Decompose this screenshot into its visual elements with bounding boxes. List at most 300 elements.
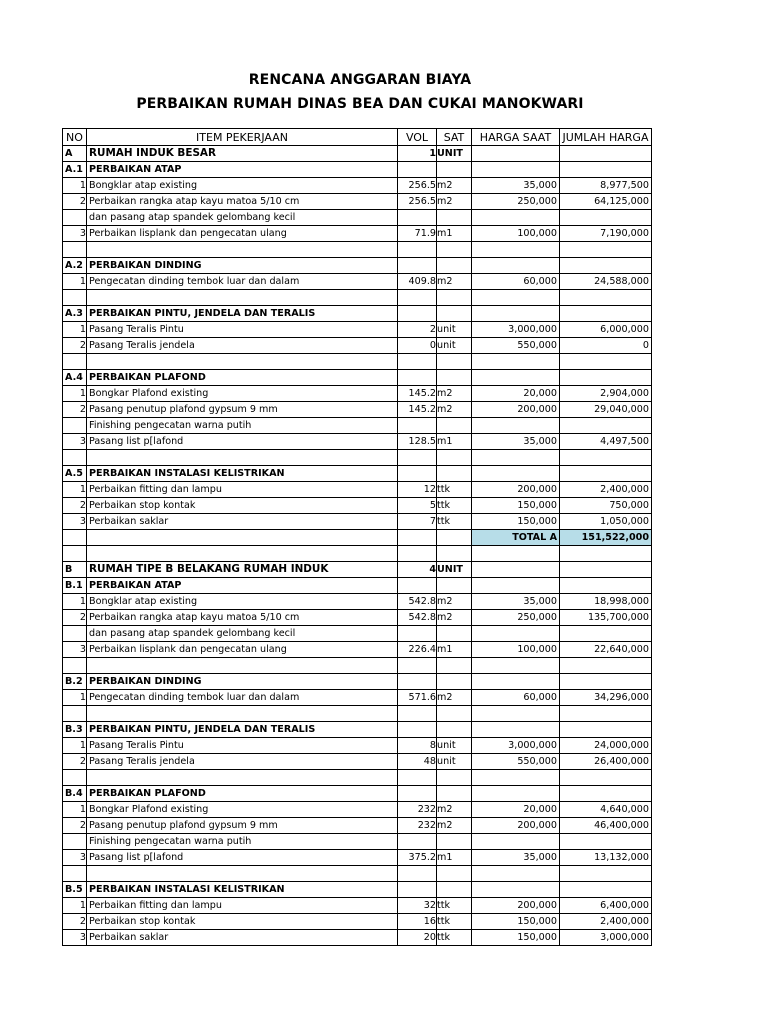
- cell-vol: [398, 786, 437, 802]
- cell-jumlah: [560, 786, 652, 802]
- cell-no: 1: [63, 386, 87, 402]
- total-row: [63, 530, 652, 546]
- cell-jumlah: 2,400,000: [560, 482, 652, 498]
- cell-item: PERBAIKAN PLAFOND: [87, 786, 398, 802]
- cell-sat: [437, 242, 472, 258]
- cell-sat: [437, 530, 472, 546]
- cell-harga: 35,000: [472, 178, 560, 194]
- cell-sat: [437, 466, 472, 482]
- cell-vol: [398, 290, 437, 306]
- cell-sat: m1: [437, 642, 472, 658]
- cell-item: PERBAIKAN DINDING: [87, 674, 398, 690]
- cell-no: B.4: [63, 786, 87, 802]
- cell-jumlah: [560, 722, 652, 738]
- cell-harga: [472, 146, 560, 162]
- blank-row: [63, 770, 652, 786]
- cell-no: B: [63, 562, 87, 578]
- cell-sat: [437, 210, 472, 226]
- cell-jumlah: [560, 370, 652, 386]
- cell-no: 1: [63, 178, 87, 194]
- cell-harga: [472, 706, 560, 722]
- cell-item: Pasang Teralis jendela: [87, 754, 398, 770]
- cell-vol: 32: [398, 898, 437, 914]
- cell-sat: [437, 306, 472, 322]
- cell-harga: [472, 306, 560, 322]
- table-row: [63, 930, 652, 946]
- cell-no: [63, 834, 87, 850]
- document-title: RENCANA ANGGARAN BIAYA: [248, 72, 472, 88]
- cell-harga: 20,000: [472, 386, 560, 402]
- cell-jumlah: 0: [560, 338, 652, 354]
- header-vol: VOL: [398, 129, 437, 146]
- cell-sat: ttk: [437, 482, 472, 498]
- cell-no: 3: [63, 850, 87, 866]
- cell-item: Perbaikan saklar: [87, 930, 398, 946]
- cell-item: PERBAIKAN INSTALASI KELISTRIKAN: [87, 882, 398, 898]
- cell-jumlah: 46,400,000: [560, 818, 652, 834]
- table-row: [63, 194, 652, 210]
- cell-vol: 542.8: [398, 594, 437, 610]
- cell-no: 1: [63, 738, 87, 754]
- cell-no: [63, 290, 87, 306]
- cell-harga: [472, 722, 560, 738]
- cell-jumlah: [560, 418, 652, 434]
- blank-row: [63, 354, 652, 370]
- table-row: [63, 642, 652, 658]
- blank-row: [63, 658, 652, 674]
- cell-jumlah: [560, 242, 652, 258]
- cell-jumlah: [560, 162, 652, 178]
- cell-no: [63, 418, 87, 434]
- header-no: NO: [63, 129, 87, 146]
- cell-jumlah: [560, 562, 652, 578]
- cell-no: A.5: [63, 466, 87, 482]
- cell-vol: [398, 706, 437, 722]
- cell-vol: 7: [398, 514, 437, 530]
- table-row: [63, 738, 652, 754]
- cell-jumlah: [560, 626, 652, 642]
- cell-harga: [472, 834, 560, 850]
- cell-item: Finishing pengecatan warna putih: [87, 418, 398, 434]
- table-row: [63, 914, 652, 930]
- cell-harga: 150,000: [472, 914, 560, 930]
- cell-sat: [437, 786, 472, 802]
- cell-vol: [398, 578, 437, 594]
- cell-sat: [437, 162, 472, 178]
- header-jumlah: JUMLAH HARGA: [560, 129, 652, 146]
- cell-item: [87, 706, 398, 722]
- cell-jumlah: [560, 210, 652, 226]
- table-row: [63, 258, 652, 274]
- table-row: [63, 146, 652, 162]
- cell-harga: [472, 242, 560, 258]
- cell-jumlah: 7,190,000: [560, 226, 652, 242]
- cell-vol: 409.8: [398, 274, 437, 290]
- cell-no: 2: [63, 338, 87, 354]
- cell-no: A.2: [63, 258, 87, 274]
- cell-no: B.5: [63, 882, 87, 898]
- cell-item: Bongkar Plafond existing: [87, 802, 398, 818]
- cell-vol: 571.6: [398, 690, 437, 706]
- table-row: [63, 162, 652, 178]
- blank-row: [63, 866, 652, 882]
- cell-jumlah: [560, 674, 652, 690]
- cell-harga: 100,000: [472, 642, 560, 658]
- cell-harga: 550,000: [472, 754, 560, 770]
- cell-no: 2: [63, 914, 87, 930]
- cell-jumlah: [560, 146, 652, 162]
- cell-sat: m2: [437, 690, 472, 706]
- cell-jumlah: 2,400,000: [560, 914, 652, 930]
- header-sat: SAT: [437, 129, 472, 146]
- cell-sat: [437, 834, 472, 850]
- cell-vol: 145.2: [398, 386, 437, 402]
- cell-item: Bongklar atap existing: [87, 594, 398, 610]
- cell-sat: m2: [437, 802, 472, 818]
- cell-item: Finishing pengecatan warna putih: [87, 834, 398, 850]
- cell-no: 3: [63, 434, 87, 450]
- cell-no: [63, 770, 87, 786]
- cell-item: Pengecatan dinding tembok luar dan dalam: [87, 274, 398, 290]
- cell-no: 2: [63, 610, 87, 626]
- cell-sat: [437, 258, 472, 274]
- table-row: [63, 210, 652, 226]
- cell-vol: [398, 770, 437, 786]
- cell-sat: [437, 626, 472, 642]
- cell-sat: [437, 706, 472, 722]
- cell-sat: [437, 354, 472, 370]
- cell-jumlah: 6,400,000: [560, 898, 652, 914]
- cell-no: A.3: [63, 306, 87, 322]
- cell-no: 1: [63, 274, 87, 290]
- cell-no: 1: [63, 594, 87, 610]
- table-row: [63, 850, 652, 866]
- cell-harga: 200,000: [472, 818, 560, 834]
- table-row: [63, 338, 652, 354]
- cell-no: 3: [63, 514, 87, 530]
- cell-sat: m1: [437, 226, 472, 242]
- cell-vol: 12: [398, 482, 437, 498]
- cell-no: 3: [63, 930, 87, 946]
- cell-no: 2: [63, 754, 87, 770]
- cell-vol: 256.5: [398, 194, 437, 210]
- cell-harga: [472, 562, 560, 578]
- cell-item: Pasang list p[lafond: [87, 434, 398, 450]
- cell-sat: ttk: [437, 514, 472, 530]
- cell-no: 1: [63, 482, 87, 498]
- cell-item: Perbaikan lisplank dan pengecatan ulang: [87, 226, 398, 242]
- cell-no: A.4: [63, 370, 87, 386]
- cell-sat: m2: [437, 610, 472, 626]
- cell-harga: 60,000: [472, 274, 560, 290]
- cell-vol: [398, 418, 437, 434]
- table-row: [63, 274, 652, 290]
- cell-jumlah: [560, 258, 652, 274]
- cell-no: 1: [63, 802, 87, 818]
- cell-sat: [437, 450, 472, 466]
- table-row: [63, 754, 652, 770]
- cell-harga: [472, 658, 560, 674]
- cell-jumlah: 4,640,000: [560, 802, 652, 818]
- header-harga: HARGA SAAT: [472, 129, 560, 146]
- table-row: [63, 434, 652, 450]
- cell-item: PERBAIKAN ATAP: [87, 578, 398, 594]
- cell-sat: [437, 578, 472, 594]
- cell-vol: [398, 530, 437, 546]
- cell-harga: 100,000: [472, 226, 560, 242]
- cell-sat: m2: [437, 274, 472, 290]
- cell-no: [63, 354, 87, 370]
- cell-harga: [472, 418, 560, 434]
- cell-item: Pasang penutup plafond gypsum 9 mm: [87, 818, 398, 834]
- cell-jumlah: 4,497,500: [560, 434, 652, 450]
- cell-jumlah: [560, 658, 652, 674]
- cell-item: RUMAH TIPE B BELAKANG RUMAH INDUK: [87, 562, 398, 578]
- cell-no: A: [63, 146, 87, 162]
- cell-jumlah: 29,040,000: [560, 402, 652, 418]
- cell-harga: [472, 882, 560, 898]
- cell-sat: m2: [437, 386, 472, 402]
- table-row: [63, 402, 652, 418]
- cell-item: [87, 242, 398, 258]
- cell-jumlah: 151,522,000: [560, 530, 652, 546]
- cell-item: Bongklar atap existing: [87, 178, 398, 194]
- cell-item: PERBAIKAN INSTALASI KELISTRIKAN: [87, 466, 398, 482]
- cell-sat: UNIT: [437, 562, 472, 578]
- cell-sat: m2: [437, 402, 472, 418]
- cell-sat: UNIT: [437, 146, 472, 162]
- table-row: [63, 610, 652, 626]
- header-row: [63, 129, 652, 146]
- blank-row: [63, 242, 652, 258]
- cell-jumlah: 13,132,000: [560, 850, 652, 866]
- cell-vol: 128.5: [398, 434, 437, 450]
- cell-item: Perbaikan rangka atap kayu matoa 5/10 cm: [87, 194, 398, 210]
- cell-jumlah: [560, 578, 652, 594]
- cell-sat: [437, 370, 472, 386]
- cell-jumlah: [560, 450, 652, 466]
- table-row: [63, 882, 652, 898]
- cell-item: Pasang Teralis jendela: [87, 338, 398, 354]
- cell-jumlah: [560, 306, 652, 322]
- table-row: [63, 386, 652, 402]
- cell-no: [63, 450, 87, 466]
- cell-sat: unit: [437, 754, 472, 770]
- cell-vol: 8: [398, 738, 437, 754]
- cell-no: 2: [63, 818, 87, 834]
- cell-sat: ttk: [437, 498, 472, 514]
- cell-sat: [437, 722, 472, 738]
- cell-harga: TOTAL A: [472, 530, 560, 546]
- cell-jumlah: 26,400,000: [560, 754, 652, 770]
- cell-item: [87, 354, 398, 370]
- cell-sat: m2: [437, 178, 472, 194]
- cell-harga: 35,000: [472, 850, 560, 866]
- table-row: [63, 466, 652, 482]
- cell-sat: m2: [437, 194, 472, 210]
- cell-sat: [437, 546, 472, 562]
- cell-jumlah: [560, 866, 652, 882]
- table-row: [63, 802, 652, 818]
- cell-jumlah: [560, 706, 652, 722]
- cell-sat: unit: [437, 322, 472, 338]
- cell-harga: 550,000: [472, 338, 560, 354]
- cell-vol: 16: [398, 914, 437, 930]
- cell-no: [63, 626, 87, 642]
- cell-sat: [437, 290, 472, 306]
- cell-jumlah: 18,998,000: [560, 594, 652, 610]
- table-row: [63, 226, 652, 242]
- cell-no: B.3: [63, 722, 87, 738]
- cell-no: 1: [63, 322, 87, 338]
- table-row: [63, 626, 652, 642]
- cell-no: 3: [63, 226, 87, 242]
- cell-harga: [472, 546, 560, 562]
- cell-item: [87, 770, 398, 786]
- cell-item: Perbaikan saklar: [87, 514, 398, 530]
- cell-harga: [472, 354, 560, 370]
- cell-sat: [437, 658, 472, 674]
- table-row: [63, 418, 652, 434]
- cell-vol: 2: [398, 322, 437, 338]
- cell-no: 2: [63, 194, 87, 210]
- cell-no: [63, 530, 87, 546]
- cell-sat: [437, 770, 472, 786]
- cell-item: PERBAIKAN PINTU, JENDELA DAN TERALIS: [87, 306, 398, 322]
- cell-harga: [472, 162, 560, 178]
- cell-jumlah: 6,000,000: [560, 322, 652, 338]
- table-row: [63, 594, 652, 610]
- cell-harga: [472, 258, 560, 274]
- cell-vol: 5: [398, 498, 437, 514]
- cell-sat: ttk: [437, 930, 472, 946]
- cell-jumlah: [560, 834, 652, 850]
- cell-jumlah: 24,588,000: [560, 274, 652, 290]
- budget-table: [62, 128, 652, 946]
- cell-item: [87, 658, 398, 674]
- cell-harga: 150,000: [472, 514, 560, 530]
- cell-harga: [472, 786, 560, 802]
- cell-no: [63, 866, 87, 882]
- cell-no: [63, 658, 87, 674]
- cell-item: Perbaikan stop kontak: [87, 914, 398, 930]
- cell-no: B.1: [63, 578, 87, 594]
- cell-item: Perbaikan rangka atap kayu matoa 5/10 cm: [87, 610, 398, 626]
- cell-harga: [472, 770, 560, 786]
- cell-vol: [398, 546, 437, 562]
- cell-item: [87, 450, 398, 466]
- cell-item: [87, 530, 398, 546]
- cell-item: Pasang list p[lafond: [87, 850, 398, 866]
- cell-harga: 35,000: [472, 594, 560, 610]
- cell-jumlah: 8,977,500: [560, 178, 652, 194]
- document-subtitle: PERBAIKAN RUMAH DINAS BEA DAN CUKAI MANOKWARI: [136, 96, 584, 112]
- cell-item: dan pasang atap spandek gelombang kecil: [87, 626, 398, 642]
- cell-harga: [472, 290, 560, 306]
- table-row: [63, 498, 652, 514]
- cell-sat: unit: [437, 338, 472, 354]
- cell-sat: ttk: [437, 914, 472, 930]
- cell-harga: [472, 210, 560, 226]
- cell-item: Perbaikan fitting dan lampu: [87, 898, 398, 914]
- cell-sat: [437, 418, 472, 434]
- cell-harga: 35,000: [472, 434, 560, 450]
- table-row: [63, 482, 652, 498]
- blank-row: [63, 450, 652, 466]
- cell-vol: 145.2: [398, 402, 437, 418]
- cell-no: 1: [63, 898, 87, 914]
- cell-jumlah: [560, 290, 652, 306]
- cell-vol: 4: [398, 562, 437, 578]
- cell-vol: [398, 834, 437, 850]
- blank-row: [63, 290, 652, 306]
- cell-item: [87, 546, 398, 562]
- cell-item: PERBAIKAN PLAFOND: [87, 370, 398, 386]
- cell-jumlah: 64,125,000: [560, 194, 652, 210]
- cell-jumlah: 2,904,000: [560, 386, 652, 402]
- cell-item: Pengecatan dinding tembok luar dan dalam: [87, 690, 398, 706]
- cell-jumlah: [560, 882, 652, 898]
- cell-jumlah: 34,296,000: [560, 690, 652, 706]
- cell-no: [63, 706, 87, 722]
- cell-harga: 200,000: [472, 482, 560, 498]
- cell-vol: 20: [398, 930, 437, 946]
- cell-sat: [437, 866, 472, 882]
- cell-item: PERBAIKAN PINTU, JENDELA DAN TERALIS: [87, 722, 398, 738]
- cell-item: PERBAIKAN ATAP: [87, 162, 398, 178]
- header-item: ITEM PEKERJAAN: [87, 129, 398, 146]
- cell-vol: 71.9: [398, 226, 437, 242]
- cell-harga: 200,000: [472, 898, 560, 914]
- cell-sat: m2: [437, 594, 472, 610]
- cell-item: RUMAH INDUK BESAR: [87, 146, 398, 162]
- table-row: [63, 322, 652, 338]
- cell-vol: 48: [398, 754, 437, 770]
- cell-vol: 256.5: [398, 178, 437, 194]
- cell-vol: [398, 466, 437, 482]
- cell-no: [63, 546, 87, 562]
- cell-no: 1: [63, 690, 87, 706]
- cell-jumlah: [560, 770, 652, 786]
- cell-no: B.2: [63, 674, 87, 690]
- table-row: [63, 370, 652, 386]
- cell-no: [63, 210, 87, 226]
- cell-no: 2: [63, 402, 87, 418]
- table-row: [63, 786, 652, 802]
- table-row: [63, 306, 652, 322]
- cell-sat: m1: [437, 434, 472, 450]
- cell-item: [87, 866, 398, 882]
- cell-jumlah: [560, 466, 652, 482]
- cell-harga: 3,000,000: [472, 738, 560, 754]
- cell-jumlah: 3,000,000: [560, 930, 652, 946]
- cell-item: dan pasang atap spandek gelombang kecil: [87, 210, 398, 226]
- table-row: [63, 722, 652, 738]
- cell-vol: 542.8: [398, 610, 437, 626]
- cell-sat: m2: [437, 818, 472, 834]
- cell-vol: [398, 162, 437, 178]
- table-row: [63, 578, 652, 594]
- cell-harga: [472, 578, 560, 594]
- cell-harga: 20,000: [472, 802, 560, 818]
- table-row: [63, 514, 652, 530]
- cell-harga: 250,000: [472, 194, 560, 210]
- cell-no: 3: [63, 642, 87, 658]
- cell-vol: 1: [398, 146, 437, 162]
- cell-sat: ttk: [437, 898, 472, 914]
- cell-vol: [398, 722, 437, 738]
- blank-row: [63, 706, 652, 722]
